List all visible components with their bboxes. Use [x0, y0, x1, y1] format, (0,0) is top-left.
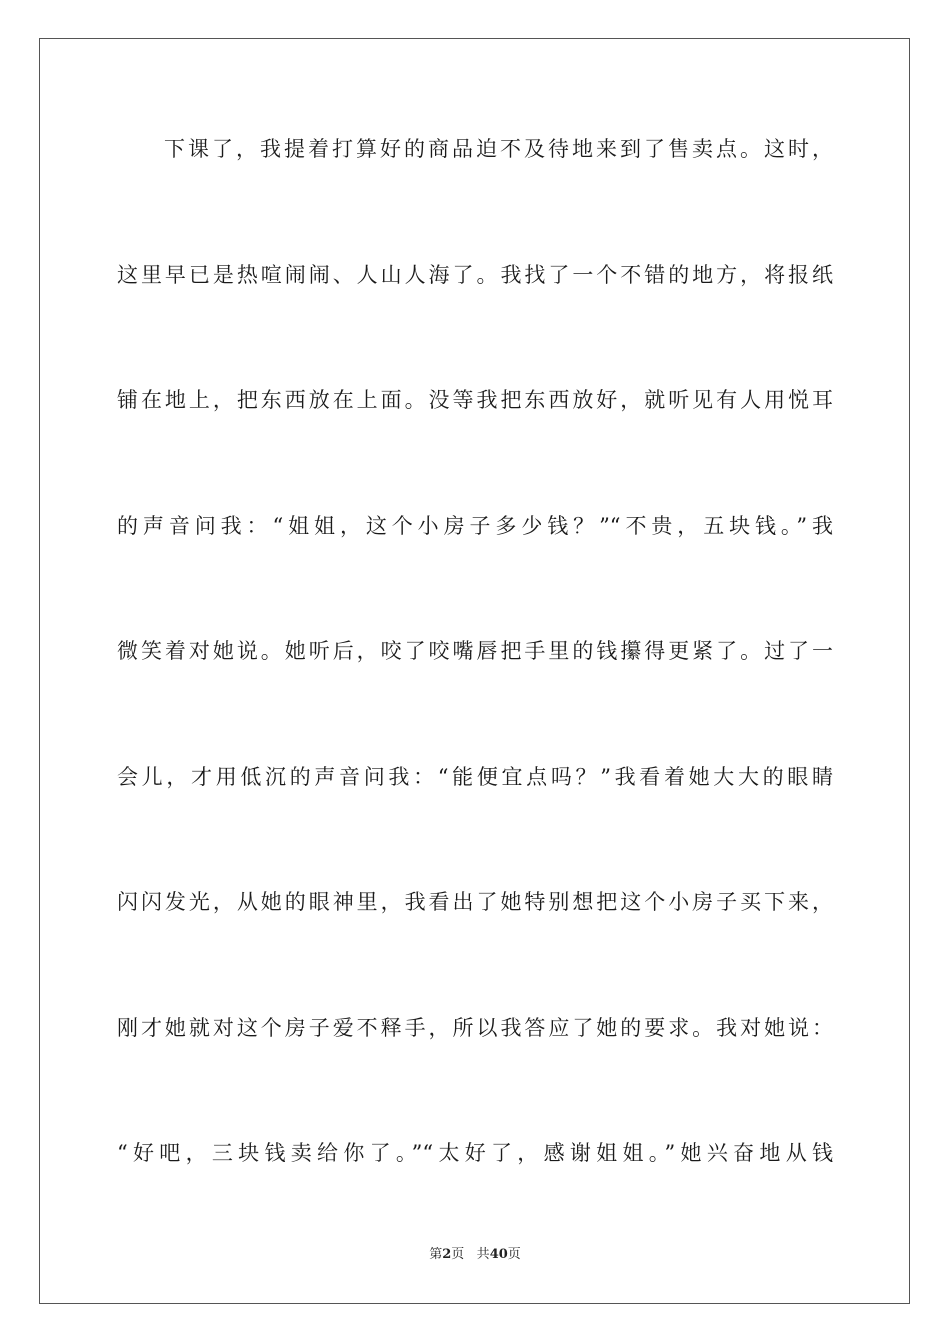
- page-border: [39, 38, 910, 1304]
- text-line-8: 刚才她就对这个房子爱不释手，所以我答应了她的要求。我对她说：: [117, 1016, 833, 1040]
- page-prefix: 第: [429, 1247, 443, 1262]
- page-total: 40: [489, 1247, 508, 1262]
- total-unit: 页: [507, 1247, 521, 1262]
- text-line-1: 下课了，我提着打算好的商品迫不及待地来到了售卖点。这时，: [164, 137, 833, 161]
- page-unit: 页: [451, 1247, 465, 1262]
- text-line-4: 的声音问我：“姐姐，这个小房子多少钱？”“不贵，五块钱。”我: [117, 514, 833, 538]
- page-current: 2: [442, 1247, 452, 1262]
- text-line-9: “好吧，三块钱卖给你了。”“太好了，感谢姐姐。”她兴奋地从钱: [117, 1141, 833, 1165]
- text-line-2: 这里早已是热喧闹闹、人山人海了。我找了一个不错的地方，将报纸: [117, 263, 833, 287]
- text-line-3: 铺在地上，把东西放在上面。没等我把东西放好，就听见有人用悦耳: [117, 388, 833, 412]
- text-line-7: 闪闪发光，从她的眼神里，我看出了她特别想把这个小房子买下来，: [117, 890, 833, 914]
- page-footer: [0, 1246, 950, 1264]
- text-line-5: 微笑着对她说。她听后，咬了咬嘴唇把手里的钱攥得更紧了。过了一: [117, 639, 833, 663]
- text-line-6: 会儿，才用低沉的声音问我：“能便宜点吗？”我看着她大大的眼睛: [117, 765, 833, 789]
- total-prefix: 共: [476, 1247, 490, 1262]
